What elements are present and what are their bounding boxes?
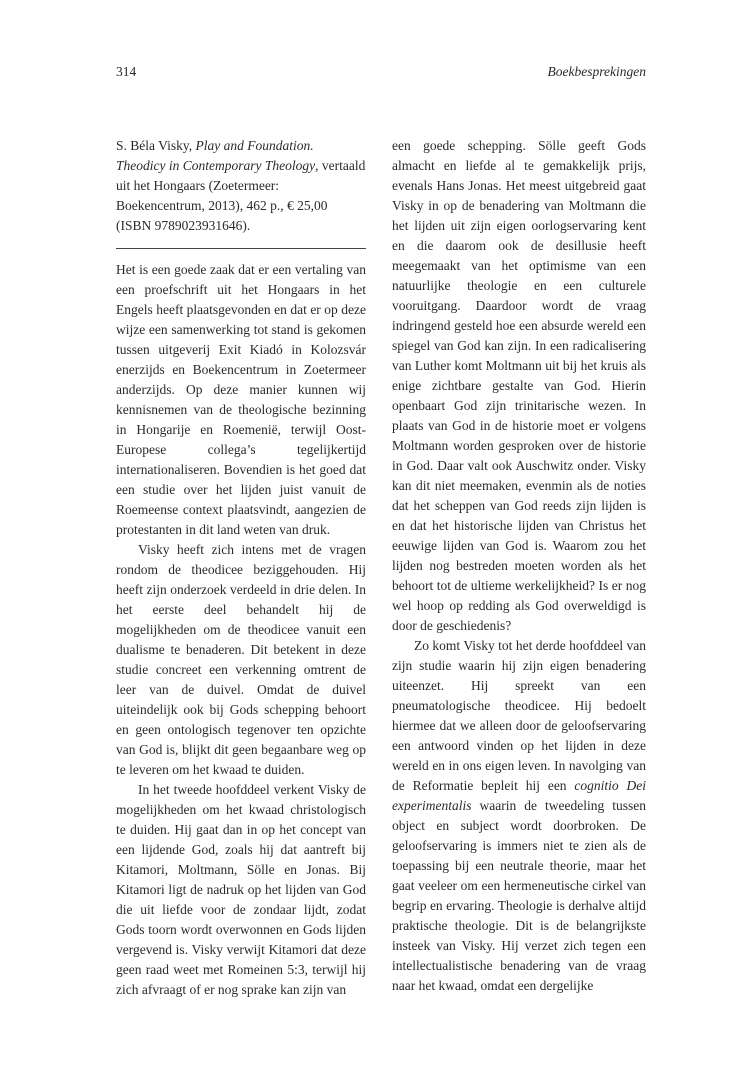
- left-paragraph-2: Visky heeft zich intens met de vragen rondom de theodicee beziggehouden. Hij heeft zijn onderzoek verdeeld in drie delen. In het eerste deel behandelt hij de mogelijkheden om de theodicee vanuit een dualisme te benaderen. Dit betekent in deze studie concreet een verkenning omtrent de leer van de duivel. Omdat de duivel uiteindelijk ook bij Gods schepping behoort en geen ontologisch tegenover ten opzichte van God is, blijkt dit geen begaanbare weg op te leveren om het kwaad te duiden.: [116, 542, 366, 777]
- right-paragraph-2: [392, 636, 646, 996]
- latin-term: cognitio Dei experimentalis: [392, 778, 646, 813]
- running-head: Boekbesprekingen: [547, 64, 646, 79]
- page-number: 314: [116, 64, 137, 79]
- divider-rule: [116, 248, 366, 249]
- right-column: [392, 136, 646, 996]
- left-column: [116, 136, 366, 1000]
- left-paragraph-1: Het is een goede zaak dat er een vertaling van een proefschrift uit het Hongaars in het Engels heeft plaatsgevonden en dat er op deze wijze een samenwerking tot stand is gekomen tussen uitgeverij Exit Kiadó in Kolozsvár enerzijds en Boekencentrum in Zoetermeer anderzijds. Op deze manier kunnen wij kennisnemen van de theologische bezinning in Hongarije en Roemenië, terwijl Oost-Europese collega’s tegelijkertijd internationaliseren. Bovendien is het goed dat een studie over het lijden juist vanuit de Roemeense context plaatsvindt, aangezien de protestanten in dit land weten van druk.: [116, 262, 366, 537]
- citation-details: , vertaald uit het Hongaars (Zoetermeer: Boekencentrum, 2013), 462 p., € 25,00 (ISBN 9789023931646).: [116, 158, 366, 233]
- right-paragraph-2-part-2: waarin de tweedeling tussen object en subject wordt doorbroken. De geloofservaring is immers niet te zien als de toepassing bij een neutrale theorie, maar het gaat veeleer om een hermeneutische cirkel van begrip en ervaring. Theologie is derhalve altijd praktische theologie. Dit is de belangrijkste insteek van Visky. Hij verzet zich tegen een intellectualistische benadering van de vraag naar het kwaad, omdat een dergelijke: [392, 798, 646, 993]
- citation-title: Play and Foundation. Theodicy in Contemporary Theology: [116, 138, 316, 173]
- right-paragraph-2-part-1: Zo komt Visky tot het derde hoofddeel van zijn studie waarin hij zijn eigen benadering uiteenzet. Hij spreekt van een pneumatologische theodicee. Hij bedoelt hiermee dat we alleen door de geloofservaring een antwoord vinden op het lijden in deze wereld en in ons eigen leven. In navolging van de Reformatie bepleit hij een: [392, 638, 646, 793]
- citation-author: S. Béla Visky,: [116, 138, 196, 153]
- left-paragraph-3: In het tweede hoofddeel verkent Visky de mogelijkheden om het kwaad christologisch te duiden. Hij gaat dan in op het concept van een lijdende God, zoals hij dat aantreft bij Kitamori, Moltmann, Sölle en Jonas. Bij Kitamori ligt de nadruk op het lijden van God die uit liefde voor de zondaar lijdt, zodat Gods toorn wordt overwonnen en Gods lijden vergevend is. Visky verwijt Kitamori dat deze geen raad weet met Romeinen 5:3, terwijl hij zich afvraagt of er nog sprake kan zijn van: [116, 782, 366, 997]
- right-paragraph-1: een goede schepping. Sölle geeft Gods almacht en liefde al te gemakkelijk prijs, evenals Hans Jonas. Het meest uitgebreid gaat Visky in op de benadering van Moltmann die het lijden uit zijn eigen oorlogservaring kent en die daarom ook de desillusie heeft meegemaakt van het optimisme van een natuurlijke theologie en een culturele vooruitgang. Daardoor wordt de vraag indringend gesteld hoe een absurde wereld een spiegel van God kan zijn. In een radicalisering van Luther komt Moltmann uit bij het kruis als enige zichtbare gestalte van God. Hierin openbaart God zijn trinitarische wezen. In plaats van God in de historie moet er volgens Moltmann worden gesproken over de historie in God. Daar valt ook Auschwitz onder. Visky kan dit niet meemaken, evenmin als de noties dat het scheppen van God reeds zijn lijden is en dat het historische lijden van Christus het eeuwige lijden van God is. Waarom zou het lijden nog bestreden moeten worden als het behoort tot de ultieme werkelijkheid? Is er nog wel hoop op redding als God overweldigd is door de geschiedenis?: [392, 138, 646, 633]
- book-citation: [116, 136, 366, 236]
